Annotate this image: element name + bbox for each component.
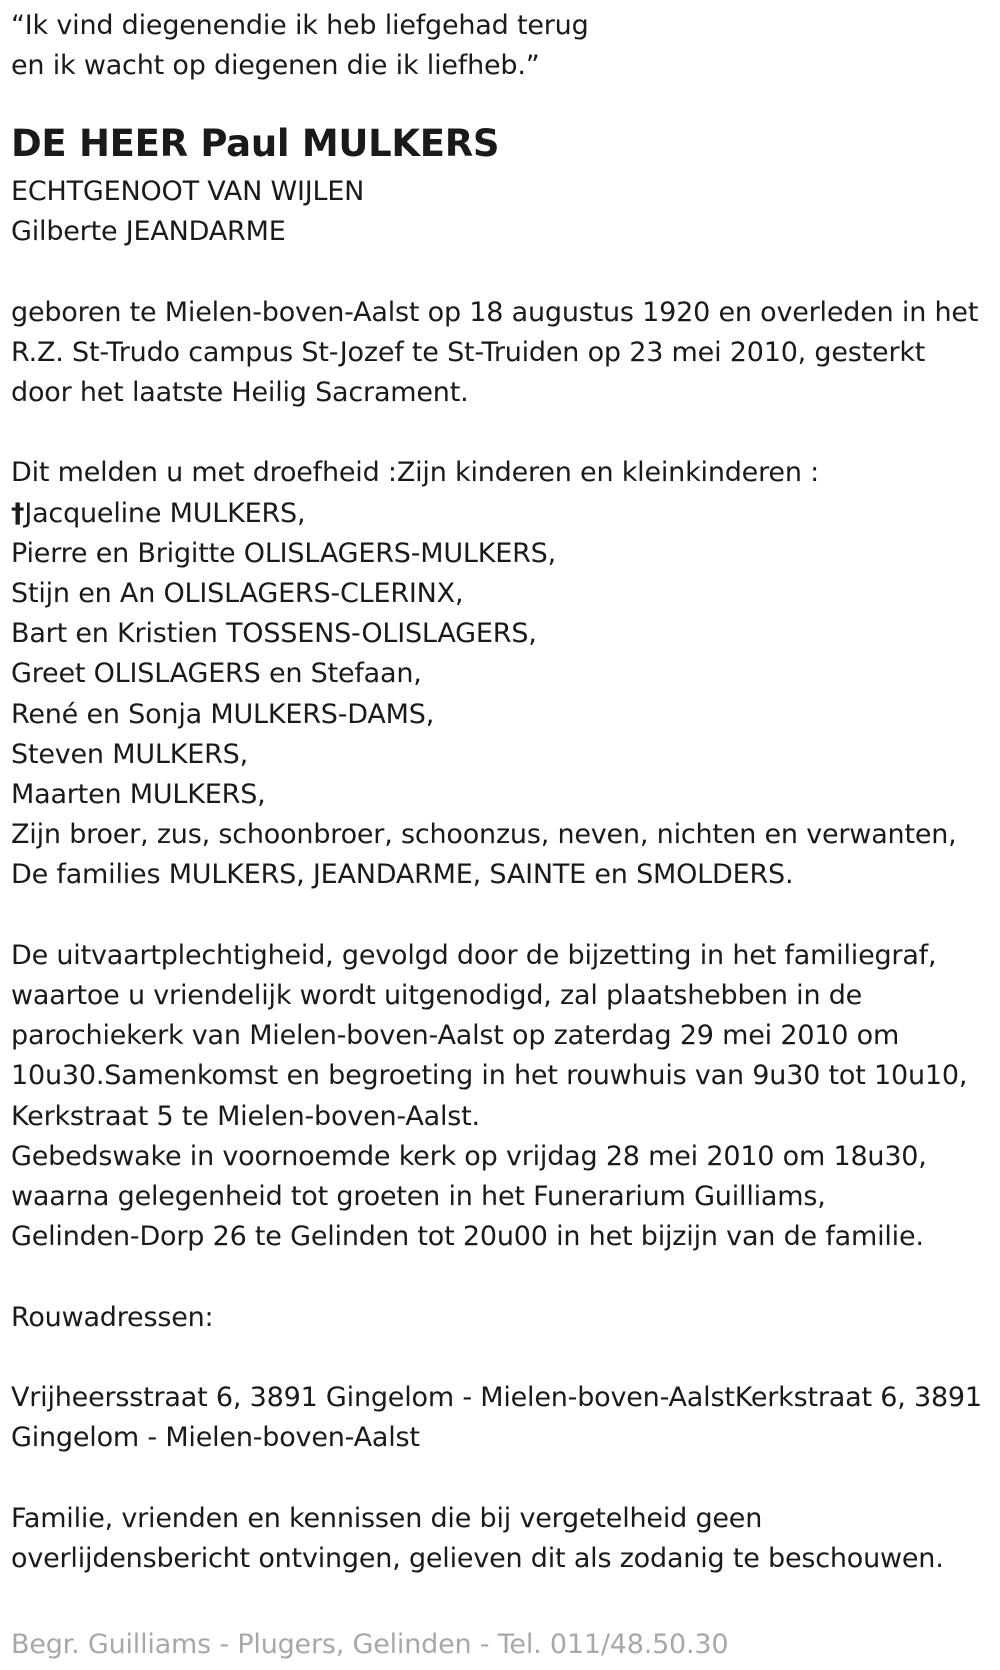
ceremony-paragraph xyxy=(11,936,991,1258)
funeral-director-footer: Begr. Guilliams - Plugers, Gelinden - Tel. 011/48.50.30 xyxy=(11,1629,729,1660)
spouse-line: ECHTGENOOT VAN WIJLEN xyxy=(11,176,365,207)
addresses-block xyxy=(11,1378,991,1458)
opening-quote xyxy=(11,6,991,86)
family-member: Greet OLISLAGERS en Stefaan, xyxy=(11,658,422,690)
family-announcement xyxy=(11,453,991,895)
family-member: Bart en Kristien TOSSENS-OLISLAGERS, xyxy=(11,618,537,650)
paragraph-line: Familie, vrienden en kennissen die bij vergetelheid geen xyxy=(11,1502,763,1534)
family-member: Maarten MULKERS, xyxy=(11,779,266,811)
paragraph-line: waartoe u vriendelijk wordt uitgenodigd, zal plaatshebben in de xyxy=(11,980,863,1012)
birth-death-paragraph xyxy=(11,293,991,414)
paragraph-line: Gelinden-Dorp 26 te Gelinden tot 20u00 in het bijzijn van de familie. xyxy=(11,1221,924,1253)
cross-icon: † xyxy=(11,497,25,529)
family-member: De families MULKERS, JEANDARME, SAINTE en SMOLDERS. xyxy=(11,859,794,891)
deceased-name-title: DE HEER Paul MULKERS xyxy=(11,122,500,165)
paragraph-line: door het laatste Heilig Sacrament. xyxy=(11,377,469,408)
paragraph-line: geboren te Mielen-boven-Aalst op 18 augustus 1920 en overleden in het xyxy=(11,296,979,328)
address-line: Vrijheersstraat 6, 3891 Gingelom - Mielen-boven-AalstKerkstraat 6, 3891 xyxy=(11,1382,982,1414)
spacer xyxy=(11,1458,991,1498)
family-member-name: Jacqueline MULKERS, xyxy=(24,497,306,529)
family-member: Stijn en An OLISLAGERS-CLERINX, xyxy=(11,578,464,609)
family-member: René en Sonja MULKERS-DAMS, xyxy=(11,698,435,730)
paragraph-line: 10u30.Samenkomst en begroeting in het rouwhuis van 9u30 tot 10u10, xyxy=(11,1060,968,1092)
spouse-block xyxy=(11,172,991,252)
spouse-line: Gilberte JEANDARME xyxy=(11,216,286,248)
paragraph-line: Kerkstraat 5 te Mielen-boven-Aalst. xyxy=(11,1100,480,1132)
spacer xyxy=(11,1257,991,1297)
family-member: Zijn broer, zus, schoonbroer, schoonzus, neven, nichten en verwanten, xyxy=(11,819,957,851)
family-member-deceased xyxy=(11,494,991,534)
spacer xyxy=(11,1338,991,1378)
spacer xyxy=(11,413,991,453)
spacer xyxy=(11,896,991,936)
paragraph-line: parochiekerk van Mielen-boven-Aalst op zaterdag 29 mei 2010 om xyxy=(11,1020,900,1052)
obituary-notice xyxy=(11,6,991,1579)
announcement-intro: Dit melden u met droefheid :Zijn kinderen en kleinkinderen : xyxy=(11,457,820,489)
family-member: Steven MULKERS, xyxy=(11,738,248,770)
family-member: Pierre en Brigitte OLISLAGERS-MULKERS, xyxy=(11,537,556,569)
spacer xyxy=(11,252,991,292)
paragraph-line: waarna gelegenheid tot groeten in het Funerarium Guilliams, xyxy=(11,1181,826,1213)
paragraph-line: Gebedswake in voornoemde kerk op vrijdag 28 mei 2010 om 18u30, xyxy=(11,1140,927,1172)
addresses-label: Rouwadressen: xyxy=(11,1301,214,1333)
quote-line: “Ik vind diegenendie ik heb liefgehad terug xyxy=(11,10,589,41)
closing-paragraph xyxy=(11,1499,991,1579)
paragraph-line: R.Z. St-Trudo campus St-Jozef te St-Truiden op 23 mei 2010, gesterkt xyxy=(11,336,926,368)
quote-line: en ik wacht op diegenen die ik liefheb.” xyxy=(11,50,540,81)
address-line: Gingelom - Mielen-boven-Aalst xyxy=(11,1422,420,1454)
paragraph-line: overlijdensbericht ontvingen, gelieven dit als zodanig te beschouwen. xyxy=(11,1542,944,1574)
paragraph-line: De uitvaartplechtigheid, gevolgd door de bijzetting in het familiegraf, xyxy=(11,939,937,971)
